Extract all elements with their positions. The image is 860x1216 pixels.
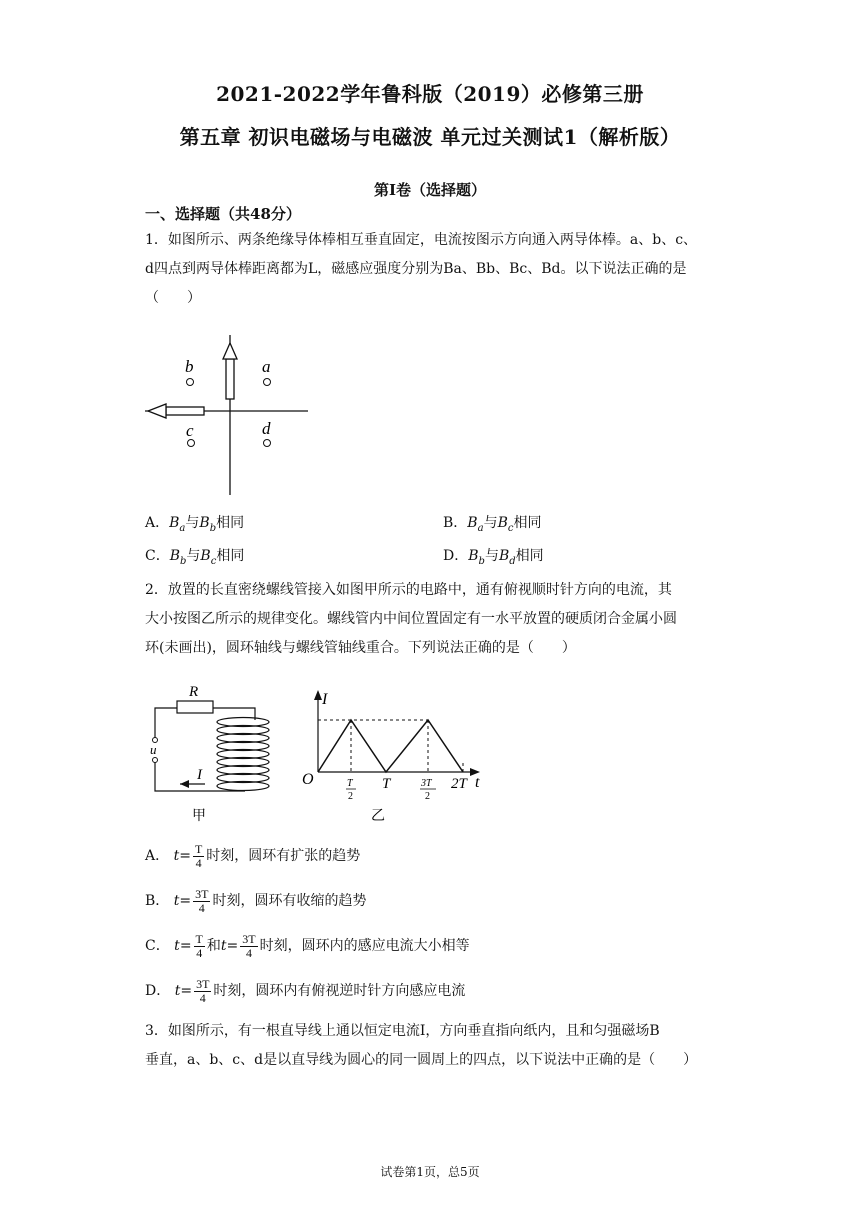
current-label: I	[197, 767, 202, 783]
point-label-a: a	[262, 357, 271, 376]
figure-yi-caption: 乙	[371, 809, 385, 824]
q1-option-a[interactable]: A．$B_a$与$B_b$相同	[145, 515, 245, 534]
tick-2T: 2T	[451, 776, 467, 792]
tick-3half-T-num: 3T	[421, 778, 432, 789]
document-title: 2021-2022学年鲁科版（2019）必修第三册	[216, 82, 644, 106]
volume-heading: 第Ⅰ卷（选择题）	[373, 181, 487, 199]
fraction: $\frac{3T}{4}$	[242, 931, 256, 960]
y-axis-label: I	[322, 691, 328, 708]
q1-line2: d四点到两导体棒距离都为L，磁感应强度分别为Ba、Bb、Bc、Bd。以下说法正确的是	[145, 261, 687, 277]
figure-jia-caption: 甲	[192, 809, 206, 824]
current-triangle-wave	[318, 720, 463, 772]
voltage-label: u	[150, 742, 157, 757]
q1-option-d[interactable]: D．$B_b$与$B_d$相同	[443, 548, 544, 567]
tick-half-T-num: T	[347, 778, 353, 789]
q1-figure-conductors	[140, 335, 315, 500]
tick-T: T	[382, 776, 391, 792]
document-subtitle: 第五章 初识电磁场与电磁波 单元过关测试1（解析版）	[179, 125, 681, 149]
fraction: $\frac{T}{4}$	[194, 841, 203, 870]
q2-figure-jia-circuit	[145, 680, 285, 825]
question-2-text	[145, 576, 715, 663]
q3-line1: 3．如图所示，有一根直导线上通以恒定电流I，方向垂直指向纸内，且和匀强磁场B	[145, 1023, 660, 1039]
q1-option-c[interactable]: C．$B_b$与$B_c$相同	[145, 548, 245, 567]
q1-line3: （ ）	[145, 290, 201, 306]
q3-line2: 垂直，a、b、c、d是以直导线为圆心的同一圆周上的四点，以下说法中正确的是（ ）	[145, 1052, 698, 1068]
q2-line3: 环(未画出)，圆环轴线与螺线管轴线重合。下列说法正确的是（ ）	[145, 640, 576, 656]
q2-line2: 大小按图乙所示的规律变化。螺线管内中间位置固定有一水平放置的硬质闭合金属小圆	[145, 611, 677, 627]
q1-line1: 1．如图所示、两条绝缘导体棒相互垂直固定，电流按图示方向通入两导体棒。a、b、c、	[145, 232, 698, 248]
page-footer: 试卷第1页，总5页	[380, 1165, 480, 1179]
q1-option-b[interactable]: B．$B_a$与$B_c$相同	[443, 515, 542, 534]
fraction: $\frac{3T}{4}$	[195, 886, 209, 915]
x-axis-label: t	[475, 774, 480, 791]
question-3-text	[145, 1017, 715, 1075]
fraction: $\frac{3T}{4}$	[196, 976, 210, 1005]
point-label-b: b	[185, 357, 194, 376]
q2-line1: 2．放置的长直密绕螺线管接入如图甲所示的电路中，通有俯视顺时针方向的电流，其	[145, 582, 672, 598]
q2-figure-yi-graph	[298, 688, 493, 828]
q2-option-b[interactable]: B． t= $\frac{3T}{4}$ 时刻，圆环有收缩的趋势	[145, 886, 367, 915]
q2-option-a[interactable]: A． t= $\frac{T}{4}$ 时刻，圆环有扩张的趋势	[145, 841, 361, 870]
tick-3half-T-den: 2	[425, 791, 430, 802]
solenoid-coil	[217, 718, 269, 791]
origin-label: O	[302, 771, 314, 788]
q2-option-d[interactable]: D． t= $\frac{3T}{4}$ 时刻，圆环内有俯视逆时针方向感应电流	[145, 976, 466, 1005]
section-heading: 一、选择题（共48分）	[145, 205, 301, 223]
fraction: $\frac{T}{4}$	[195, 931, 203, 960]
point-label-c: c	[186, 421, 194, 440]
resistor-label: R	[189, 684, 199, 700]
q2-option-c[interactable]: C． t= $\frac{T}{4}$ 和t= $\frac{3T}{4}$ 时刻，圆环内的感应电流大小相等	[145, 931, 470, 960]
point-label-d: d	[262, 419, 271, 438]
tick-half-T-den: 2	[348, 791, 353, 802]
question-1-text	[145, 226, 715, 313]
